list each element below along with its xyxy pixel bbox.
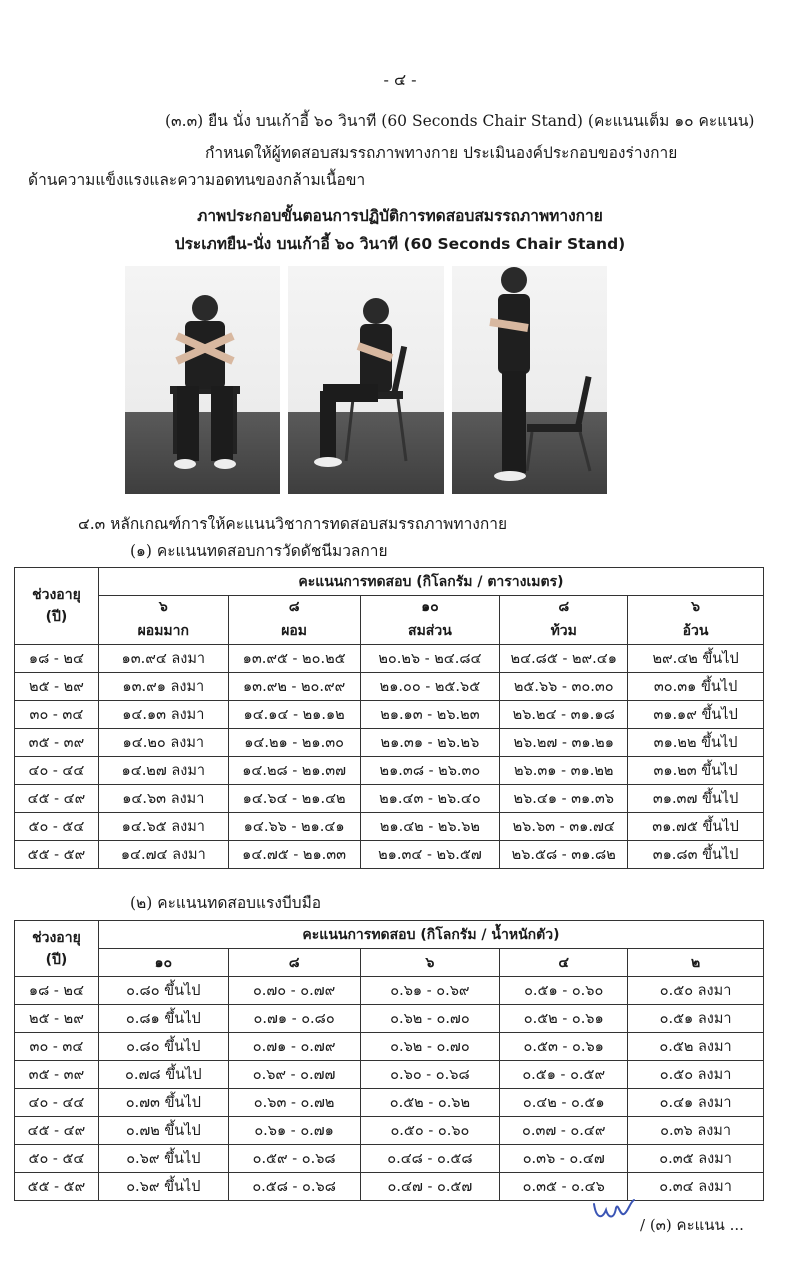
description-line-1: กำหนดให้ผู้ทดสอบสมรรถภาพทางกาย ประเมินองค์ประกอบของร่างกาย [205,144,678,162]
age-range-cell: ๕๕ - ๕๙ [15,840,99,868]
score-range-cell: ๑๔.๖๕ ลงมา [98,812,228,840]
score-range-cell: ๑๔.๖๔ - ๒๑.๔๒ [228,784,360,812]
score-range-cell: ๑๔.๒๘ - ๒๑.๓๗ [228,756,360,784]
table-row [15,644,764,672]
score-range-cell: ๐.๕๑ - ๐.๖๐ [500,977,628,1005]
score-range-cell: ๐.๖๒ - ๐.๗๐ [360,1033,500,1061]
column-score: ๘ [228,596,360,619]
table-row [15,1173,764,1201]
table-row [15,977,764,1005]
table-row [15,700,764,728]
score-range-cell: ๐.๔๗ - ๐.๕๗ [360,1173,500,1201]
figure-caption-line-1: ภาพประกอบขั้นตอนการปฏิบัติการทดสอบสมรรถภาพทางกาย [197,207,603,225]
score-range-cell: ๒๖.๒๗ - ๓๑.๒๑ [500,728,628,756]
column-score: ๘ [500,596,628,619]
score-range-cell: ๐.๔๒ - ๐.๕๑ [500,1089,628,1117]
score-range-cell: ๐.๗๑ - ๐.๗๙ [228,1033,360,1061]
score-range-cell: ๒๑.๓๘ - ๒๖.๓๐ [360,756,500,784]
score-header: คะแนนการทดสอบ (กิโลกรัม / น้ำหนักตัว) [98,921,763,949]
description-line-2: ด้านความแข็งแรงและความอดทนของกล้ามเนื้อขา [28,171,366,189]
age-range-cell: ๓๕ - ๓๙ [15,728,99,756]
score-range-cell: ๐.๗๘ ขึ้นไป [98,1061,228,1089]
score-range-cell: ๑๔.๑๔ - ๒๑.๑๒ [228,700,360,728]
column-score: ๒ [628,949,764,977]
column-score: ๔ [500,949,628,977]
score-range-cell: ๐.๕๑ - ๐.๕๙ [500,1061,628,1089]
grip-score-table [14,920,764,1201]
score-range-cell: ๐.๕๒ - ๐.๖๑ [500,1005,628,1033]
column-score: ๑๐ [360,596,500,619]
score-range-cell: ๐.๕๑ ลงมา [628,1005,764,1033]
age-range-cell: ๔๕ - ๔๙ [15,1117,99,1145]
section-heading: (๓.๓) ยืน นั่ง บนเก้าอี้ ๖๐ วินาที (60 Seconds Chair Stand) (คะแนนเต็ม ๑๐ คะแนน) [165,112,755,130]
age-header-label: ช่วงอายุ [32,929,81,946]
table-row [15,1033,764,1061]
table-row [15,728,764,756]
score-range-cell: ๐.๗๐ - ๐.๗๙ [228,977,360,1005]
score-range-cell: ๑๔.๖๓ ลงมา [98,784,228,812]
table-row [15,1145,764,1173]
score-range-cell: ๐.๓๗ - ๐.๔๙ [500,1117,628,1145]
score-range-cell: ๒๑.๔๒ - ๒๖.๖๒ [360,812,500,840]
age-range-cell: ๓๐ - ๓๔ [15,1033,99,1061]
column-score: ๑๐ [98,949,228,977]
score-range-cell: ๒๑.๔๓ - ๒๖.๔๐ [360,784,500,812]
score-range-cell: ๐.๕๐ ลงมา [628,977,764,1005]
score-range-cell: ๒๑.๐๐ - ๒๕.๖๕ [360,672,500,700]
score-range-cell: ๓๑.๘๓ ขึ้นไป [628,840,764,868]
score-range-cell: ๐.๗๓ ขึ้นไป [98,1089,228,1117]
score-range-cell: ๑๔.๑๓ ลงมา [98,700,228,728]
score-range-cell: ๐.๔๘ - ๐.๕๘ [360,1145,500,1173]
age-range-cell: ๑๘ - ๒๔ [15,644,99,672]
page-number: - ๔ - [383,70,417,89]
age-range-cell: ๒๕ - ๒๙ [15,1005,99,1033]
age-range-cell: ๔๐ - ๔๔ [15,1089,99,1117]
score-range-cell: ๐.๘๐ ขึ้นไป [98,977,228,1005]
score-range-cell: ๑๔.๗๕ - ๒๑.๓๓ [228,840,360,868]
age-header [15,921,99,977]
column-score: ๖ [360,949,500,977]
score-range-cell: ๐.๖๓ - ๐.๗๒ [228,1089,360,1117]
age-range-cell: ๓๕ - ๓๙ [15,1061,99,1089]
score-range-cell: ๓๑.๒๒ ขึ้นไป [628,728,764,756]
score-range-cell: ๐.๖๙ - ๐.๗๗ [228,1061,360,1089]
column-label: ท้วม [500,618,628,644]
score-range-cell: ๒๑.๑๓ - ๒๖.๒๓ [360,700,500,728]
score-range-cell: ๐.๖๐ - ๐.๖๘ [360,1061,500,1089]
age-range-cell: ๒๕ - ๒๙ [15,672,99,700]
score-range-cell: ๐.๖๙ ขึ้นไป [98,1145,228,1173]
score-range-cell: ๐.๓๖ ลงมา [628,1117,764,1145]
score-range-cell: ๑๓.๙๔ ลงมา [98,644,228,672]
score-range-cell: ๑๓.๙๑ ลงมา [98,672,228,700]
score-range-cell: ๑๔.๒๗ ลงมา [98,756,228,784]
score-range-cell: ๑๔.๒๑ - ๒๑.๓๐ [228,728,360,756]
score-range-cell: ๓๑.๒๓ ขึ้นไป [628,756,764,784]
age-range-cell: ๔๐ - ๔๔ [15,756,99,784]
score-range-cell: ๐.๕๒ ลงมา [628,1033,764,1061]
score-range-cell: ๒๖.๓๑ - ๓๑.๒๒ [500,756,628,784]
column-label: สมส่วน [360,618,500,644]
score-range-cell: ๑๓.๙๕ - ๒๐.๒๕ [228,644,360,672]
column-label: อ้วน [628,618,764,644]
score-range-cell: ๐.๓๔ ลงมา [628,1173,764,1201]
table-row [15,1005,764,1033]
score-range-cell: ๒๑.๓๑ - ๒๖.๒๖ [360,728,500,756]
age-range-cell: ๔๕ - ๔๙ [15,784,99,812]
score-range-cell: ๑๓.๙๒ - ๒๐.๙๙ [228,672,360,700]
score-range-cell: ๐.๖๒ - ๐.๗๐ [360,1005,500,1033]
age-range-cell: ๑๘ - ๒๔ [15,977,99,1005]
age-range-cell: ๕๕ - ๕๙ [15,1173,99,1201]
score-header: คะแนนการทดสอบ (กิโลกรัม / ตารางเมตร) [98,568,763,596]
table-row [15,1061,764,1089]
table-row [15,812,764,840]
column-score: ๖ [98,596,228,619]
age-header-unit: (ปี) [45,608,68,625]
score-range-cell: ๐.๖๙ ขึ้นไป [98,1173,228,1201]
column-score: ๘ [228,949,360,977]
photo-standing-side [452,266,607,494]
photo-seated-side [288,266,443,494]
age-range-cell: ๕๐ - ๕๔ [15,812,99,840]
score-range-cell: ๒๙.๔๒ ขึ้นไป [628,644,764,672]
table-row [15,1117,764,1145]
age-header [15,568,99,645]
score-range-cell: ๒๐.๒๖ - ๒๔.๘๔ [360,644,500,672]
score-range-cell: ๒๖.๒๔ - ๓๑.๑๘ [500,700,628,728]
score-range-cell: ๑๔.๗๔ ลงมา [98,840,228,868]
score-range-cell: ๐.๕๙ - ๐.๖๘ [228,1145,360,1173]
score-range-cell: ๐.๘๑ ขึ้นไป [98,1005,228,1033]
score-range-cell: ๐.๓๖ - ๐.๔๗ [500,1145,628,1173]
table1-title: (๑) คะแนนทดสอบการวัดดัชนีมวลกาย [130,542,388,560]
score-range-cell: ๐.๕๐ ลงมา [628,1061,764,1089]
score-range-cell: ๒๖.๖๓ - ๓๑.๗๔ [500,812,628,840]
score-range-cell: ๒๕.๖๖ - ๓๐.๓๐ [500,672,628,700]
age-header-label: ช่วงอายุ [32,586,81,603]
table-row [15,756,764,784]
score-range-cell: ๐.๗๑ - ๐.๘๐ [228,1005,360,1033]
score-range-cell: ๒๖.๕๘ - ๓๑.๘๒ [500,840,628,868]
score-range-cell: ๓๑.๓๗ ขึ้นไป [628,784,764,812]
column-label: ผอมมาก [98,618,228,644]
score-range-cell: ๐.๖๑ - ๐.๖๙ [360,977,500,1005]
figure-caption-line-2: ประเภทยืน-นั่ง บนเก้าอี้ ๖๐ วินาที (60 Seconds Chair Stand) [174,235,626,253]
table-row [15,840,764,868]
chair-stand-photos [125,266,607,494]
table2-title: (๒) คะแนนทดสอบแรงบีบมือ [130,894,322,912]
score-range-cell: ๐.๓๕ - ๐.๔๖ [500,1173,628,1201]
score-range-cell: ๒๖.๔๑ - ๓๑.๓๖ [500,784,628,812]
score-range-cell: ๐.๔๑ ลงมา [628,1089,764,1117]
score-range-cell: ๓๑.๑๙ ขึ้นไป [628,700,764,728]
age-range-cell: ๕๐ - ๕๔ [15,1145,99,1173]
score-range-cell: ๐.๖๑ - ๐.๗๑ [228,1117,360,1145]
criteria-heading: ๔.๓ หลักเกณฑ์การให้คะแนนวิชาการทดสอบสมรรถภาพทางกาย [78,515,508,533]
photo-seated-front [125,266,280,494]
score-range-cell: ๐.๕๘ - ๐.๖๘ [228,1173,360,1201]
score-range-cell: ๐.๓๕ ลงมา [628,1145,764,1173]
score-range-cell: ๑๔.๖๖ - ๒๑.๔๑ [228,812,360,840]
table-row [15,672,764,700]
age-range-cell: ๓๐ - ๓๔ [15,700,99,728]
footer-continuation: / (๓) คะแนน ... [640,1216,744,1234]
score-range-cell: ๐.๕๐ - ๐.๖๐ [360,1117,500,1145]
column-label: ผอม [228,618,360,644]
score-range-cell: ๐.๕๒ - ๐.๖๒ [360,1089,500,1117]
column-score: ๖ [628,596,764,619]
bmi-score-table [14,567,764,869]
score-range-cell: ๒๑.๓๔ - ๒๖.๕๗ [360,840,500,868]
score-range-cell: ๐.๕๓ - ๐.๖๑ [500,1033,628,1061]
score-range-cell: ๒๔.๘๕ - ๒๙.๔๑ [500,644,628,672]
age-header-unit: (ปี) [45,951,68,968]
score-range-cell: ๐.๗๒ ขึ้นไป [98,1117,228,1145]
score-range-cell: ๑๔.๒๐ ลงมา [98,728,228,756]
score-range-cell: ๐.๘๐ ขึ้นไป [98,1033,228,1061]
table-row [15,1089,764,1117]
table-row [15,784,764,812]
signature-mark [590,1198,640,1226]
score-range-cell: ๓๐.๓๑ ขึ้นไป [628,672,764,700]
score-range-cell: ๓๑.๗๕ ขึ้นไป [628,812,764,840]
